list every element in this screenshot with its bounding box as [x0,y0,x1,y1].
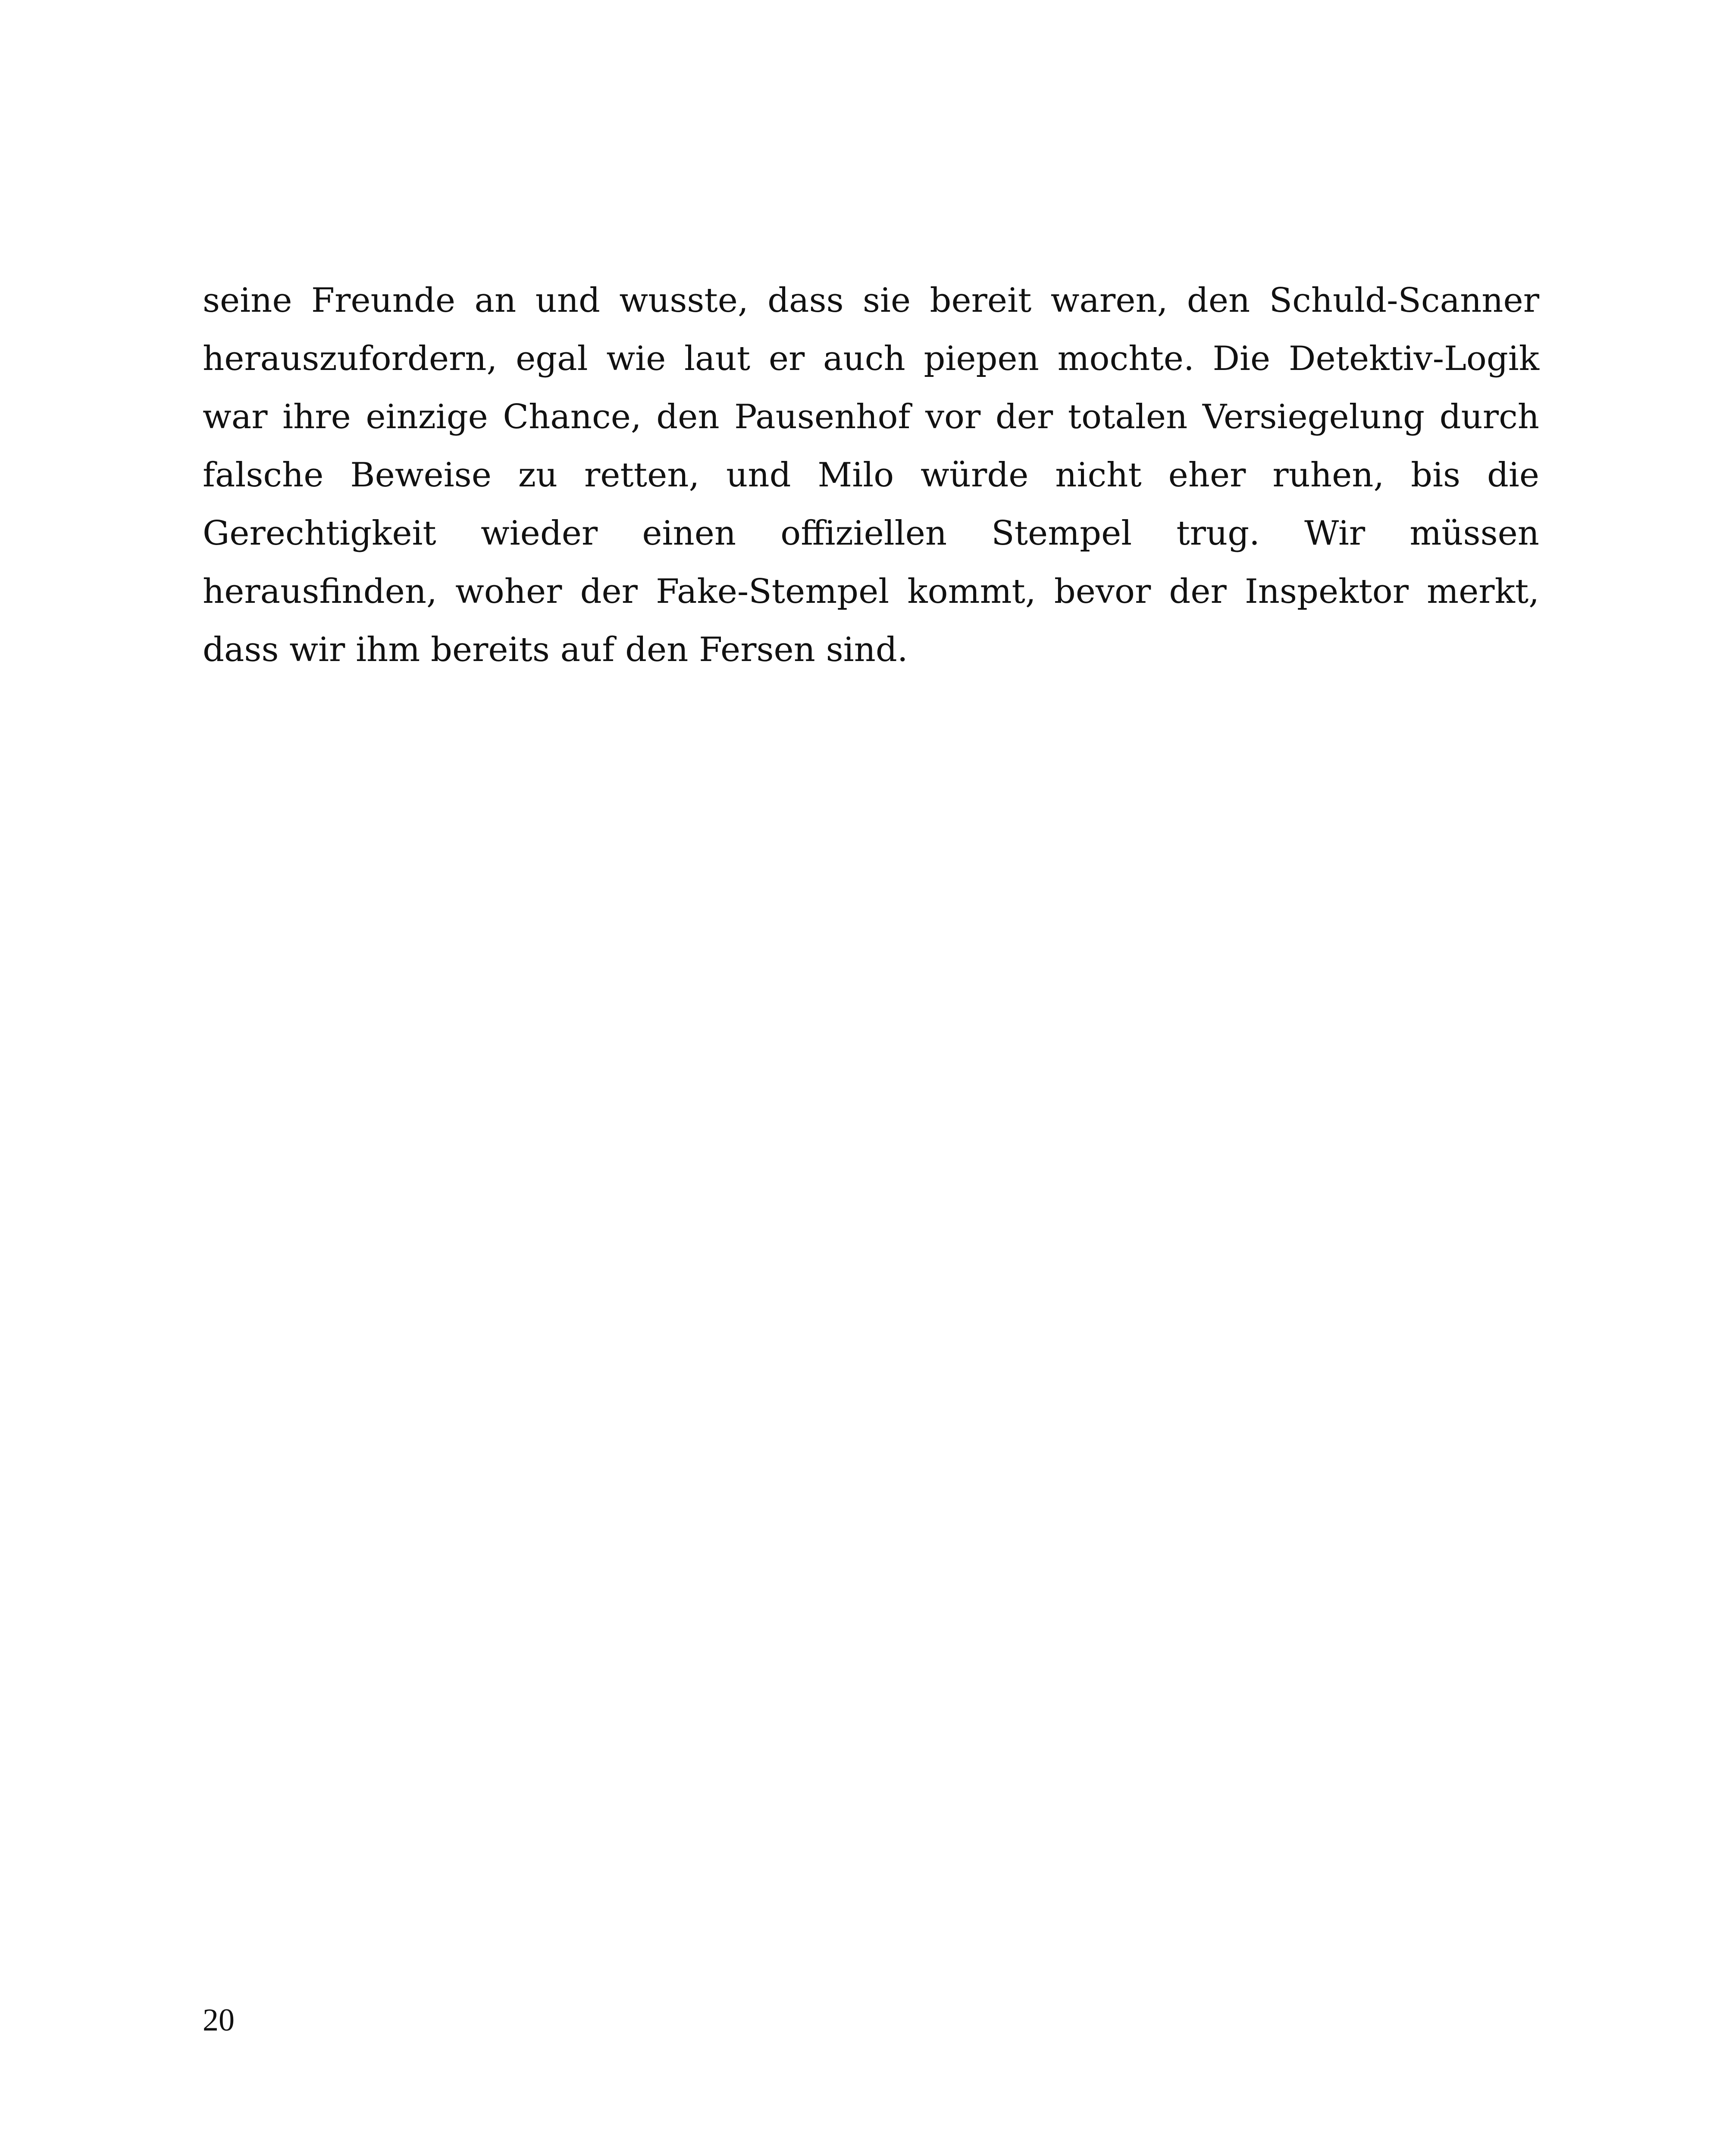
body-paragraph: seine Freunde an und wusste, dass sie bereit waren, den Schuld-Scanner herauszufordern, egal wie laut er auch piepen mochte. Die Detektiv-Logik war ihre einzige Chance, den Pausenhof vor der totalen Versiegelung durch falsche Beweise zu retten, und Milo würde nicht eher ruhen, bis die Gerechtigkeit wieder einen offiziellen Stempel trug. Wir müssen herausfinden, woher der Fake-Stempel kommt, bevor der Inspektor merkt, dass wir ihm bereits auf den Fersen sind. [203,281,1539,669]
page-number: 20 [203,2002,235,2038]
